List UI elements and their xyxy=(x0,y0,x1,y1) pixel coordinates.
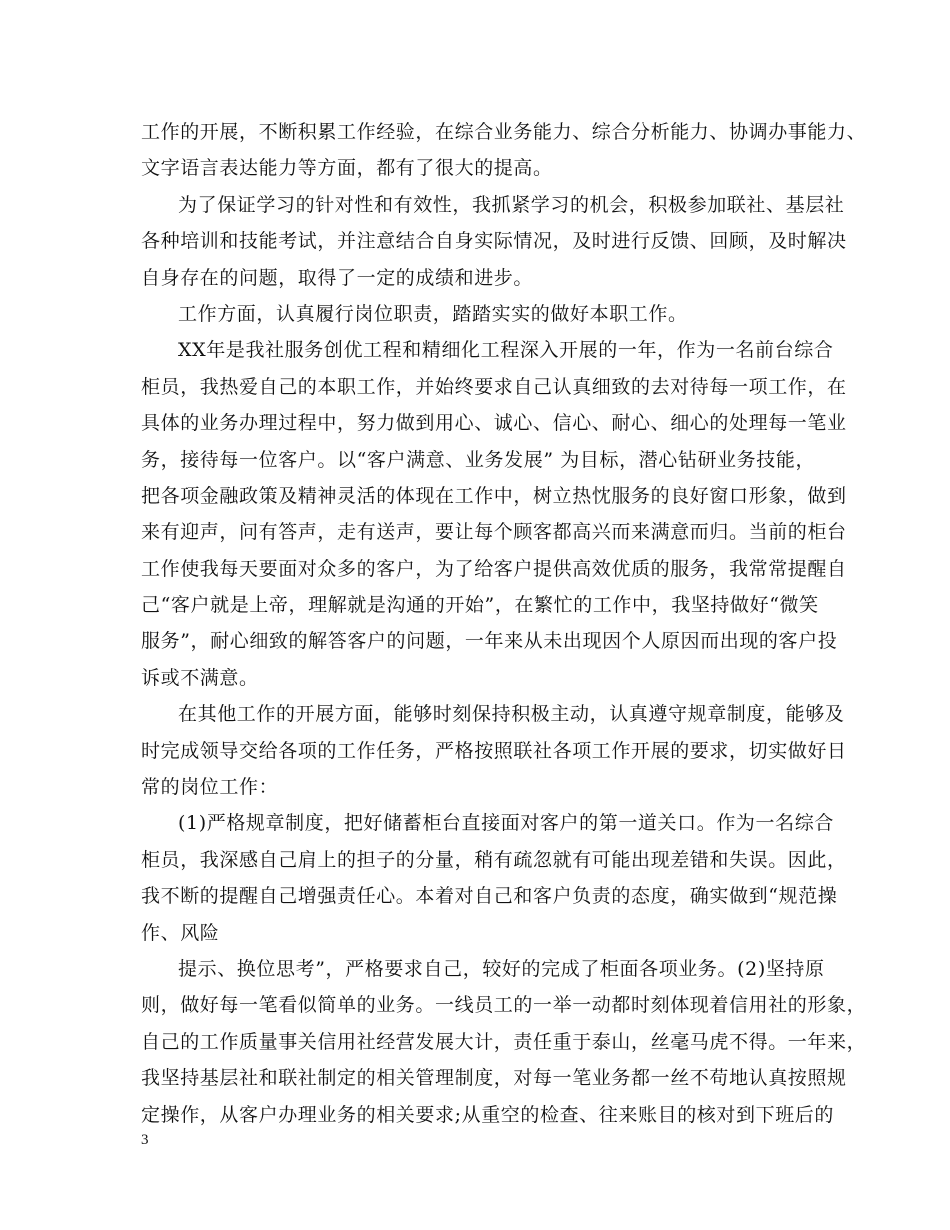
text-line: 柜员，我热爱自己的本职工作，并始终要求自己认真细致的去对待每一项工作，在 xyxy=(141,375,847,398)
text-line: 提示、换位思考”，严格要求自己，较好的完成了柜面各项业务。(2)坚持原 xyxy=(178,957,825,980)
text-line: XX年是我社服务创优工程和精细化工程深入开展的一年，作为一名前台综合 xyxy=(178,339,834,362)
text-line: 自己的工作质量事关信用社经营发展大计，责任重于泰山，丝毫马虎不得。一年来， xyxy=(141,1030,867,1053)
text-line: 己“客户就是上帝，理解就是沟通的开始”，在繁忙的工作中，我坚持做好“微笑 xyxy=(141,594,819,617)
text-line: 我坚持基层社和联社制定的相关管理制度，对每一笔业务都一丝不苟地认真按照规 xyxy=(141,1067,847,1090)
text-line: (1)严格规章制度，把好储蓄柜台直接面对客户的第一道关口。作为一名综合 xyxy=(178,812,834,835)
page-number: 3 xyxy=(141,1132,149,1148)
text-line: 具体的业务办理过程中，努力做到用心、诚心、信心、耐心、细心的处理每一笔业 xyxy=(141,412,847,435)
text-line: 工作使我每天要面对众多的客户，为了给客户提供高效优质的服务，我常常提醒自 xyxy=(141,557,847,580)
text-line: 务，接待每一位客户。以“客户满意、业务发展” 为目标，潜心钻研业务技能， xyxy=(141,448,816,471)
text-line: 柜员，我深感自己肩上的担子的分量，稍有疏忽就有可能出现差错和失误。因此， xyxy=(141,848,847,871)
text-line: 工作的开展，不断积累工作经验，在综合业务能力、综合分析能力、协调办事能力、 xyxy=(141,121,867,143)
body-text xyxy=(141,114,867,1133)
text-line: 各种培训和技能考试，并注意结合自身实际情况，及时进行反馈、回顾，及时解决 xyxy=(141,230,847,253)
text-line: 我不断的提醒自己增强责任心。本着对自己和客户负责的态度，确实做到“规范操 xyxy=(141,885,838,908)
text-line: 工作方面，认真履行岗位职责，踏踏实实的做好本职工作。 xyxy=(178,302,688,325)
text-line: 则，做好每一笔看似简单的业务。一线员工的一举一动都时刻体现着信用社的形象， xyxy=(141,994,867,1017)
text-line: 为了保证学习的针对性和有效性，我抓紧学习的机会，积极参加联社、基层社 xyxy=(178,193,845,216)
text-line: 诉或不满意。 xyxy=(141,666,259,689)
text-line: 来有迎声，问有答声，走有送声，要让每个顾客都高兴而来满意而归。当前的柜台 xyxy=(141,521,847,544)
text-line: 把各项金融政策及精神灵活的体现在工作中，树立热忱服务的良好窗口形象，做到 xyxy=(141,484,847,507)
text-line: 常的岗位工作： xyxy=(141,776,279,799)
text-line: 服务”，耐心细致的解答客户的问题，一年来从未出现因个人原因而出现的客户投 xyxy=(141,630,838,653)
text-line: 自身存在的问题，取得了一定的成绩和进步。 xyxy=(141,266,534,289)
text-line: 文字语言表达能力等方面，都有了很大的提高。 xyxy=(141,157,553,180)
text-line: 在其他工作的开展方面，能够时刻保持积极主动，认真遵守规章制度，能够及 xyxy=(178,703,845,726)
text-line: 定操作，从客户办理业务的相关要求;从重空的检查、往来账目的核对到下班后的 xyxy=(141,1103,835,1126)
text-line: 作、风险 xyxy=(141,921,220,944)
text-line: 时完成领导交给各项的工作任务，严格按照联社各项工作开展的要求，切实做好日 xyxy=(141,739,847,762)
